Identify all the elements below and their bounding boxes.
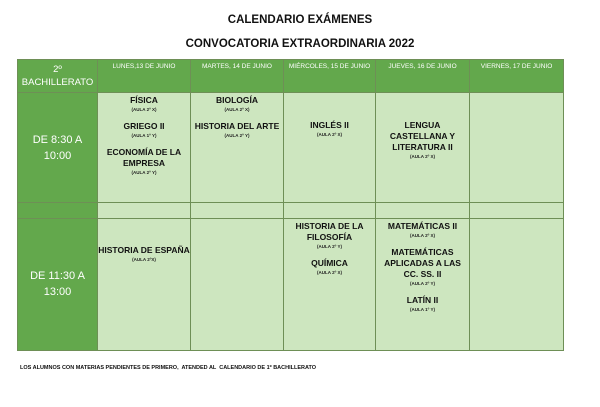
exam-subject: BIOLOGÍA	[215, 95, 259, 106]
exam-room: (AULA 2º X)	[410, 232, 435, 238]
day-header-friday: VIERNES, 17 DE JUNIO	[470, 60, 564, 93]
exam-entry	[284, 258, 375, 276]
exam-room: (AULA 2º X)	[410, 154, 435, 160]
exam-room: (AULA 2º X)	[317, 269, 342, 275]
exam-room: (AULA 1º Y)	[410, 306, 435, 312]
exam-room: (AULA 2º Y)	[317, 243, 342, 249]
exam-room: (AULA 2º X)	[224, 107, 250, 113]
exam-room: (AULA 2º Y)	[131, 170, 157, 176]
page-title: CALENDARIO EXÁMENES	[227, 14, 373, 26]
exam-subject: MATEMÁTICAS APLICADAS A LAS CC. SS. II	[384, 246, 461, 279]
exam-entry	[98, 95, 190, 113]
exam-subject: HISTORIA DEL ARTE	[194, 121, 280, 132]
exam-entry	[284, 120, 375, 138]
exam-room: (AULA 2º X)	[317, 132, 342, 138]
exam-subject: MATEMÁTICAS II	[387, 220, 458, 231]
footer-note: LOS ALUMNOS CON MATERIAS PENDIENTES DE PRIMERO, ATENDED AL CALENDARIO DE 1º BACHILLERATO	[20, 365, 317, 371]
time-slot-label: DE 11:30 A 13:00	[18, 218, 98, 350]
exam-cell	[98, 218, 191, 350]
time-slot-label: DE 8:30 A 10:00	[18, 93, 98, 203]
page-subtitle: CONVOCATORIA EXTRAORDINARIA 2022	[185, 38, 415, 50]
exam-cell	[191, 218, 284, 350]
exam-subject: INGLÉS II	[310, 120, 349, 131]
exam-entry	[284, 221, 375, 250]
exam-entry	[376, 120, 469, 160]
exam-entry	[98, 245, 190, 263]
exam-room: (AULA 2ºX)	[132, 256, 156, 262]
exam-subject: GRIEGO II	[123, 121, 165, 132]
exam-entry	[376, 247, 469, 287]
slot-row-morning	[18, 93, 564, 203]
exam-subject: HISTORIA DE LA FILOSOFÍA	[295, 220, 364, 242]
exam-cell	[470, 93, 564, 203]
exam-room: (AULA 2º X)	[131, 107, 157, 113]
day-header-tuesday: MARTES, 14 DE JUNIO	[191, 60, 284, 93]
exam-cell	[376, 218, 470, 350]
exam-cell	[191, 93, 284, 203]
exam-entry	[376, 295, 469, 313]
exam-room: (AULA 1º Y)	[131, 133, 157, 139]
day-header-monday: LUNES,13 DE JUNIO	[98, 60, 191, 93]
exam-entry	[191, 121, 283, 139]
exam-cell	[284, 93, 376, 203]
exam-cell	[470, 218, 564, 350]
exam-subject: LATÍN II	[406, 294, 439, 305]
header-row	[18, 60, 564, 93]
exam-cell	[284, 218, 376, 350]
exam-subject: FÍSICA	[130, 95, 158, 106]
exam-subject: LENGUA CASTELLANA Y LITERATURA II	[389, 120, 456, 153]
exam-cell	[376, 93, 470, 203]
exam-entry	[191, 95, 283, 113]
exam-subject: HISTORIA DE ESPAÑA	[98, 244, 190, 255]
exam-subject: ECONOMÍA DE LA EMPRESA	[106, 147, 182, 169]
day-header-thursday: JUEVES, 16 DE JUNIO	[376, 60, 470, 93]
exam-entry	[98, 121, 190, 139]
day-header-wednesday: MIÉRCOLES, 15 DE JUNIO	[284, 60, 376, 93]
exam-cell	[98, 93, 191, 203]
exam-calendar-table	[17, 59, 564, 351]
exam-room: (AULA 2º Y)	[410, 280, 435, 286]
exam-room: (AULA 2º Y)	[224, 133, 250, 139]
exam-subject: QUÍMICA	[311, 257, 348, 268]
exam-entry	[376, 221, 469, 239]
separator-row	[18, 203, 564, 218]
exam-entry	[98, 147, 190, 176]
course-header: 2º BACHILLERATO	[18, 60, 98, 93]
slot-row-midday	[18, 218, 564, 350]
